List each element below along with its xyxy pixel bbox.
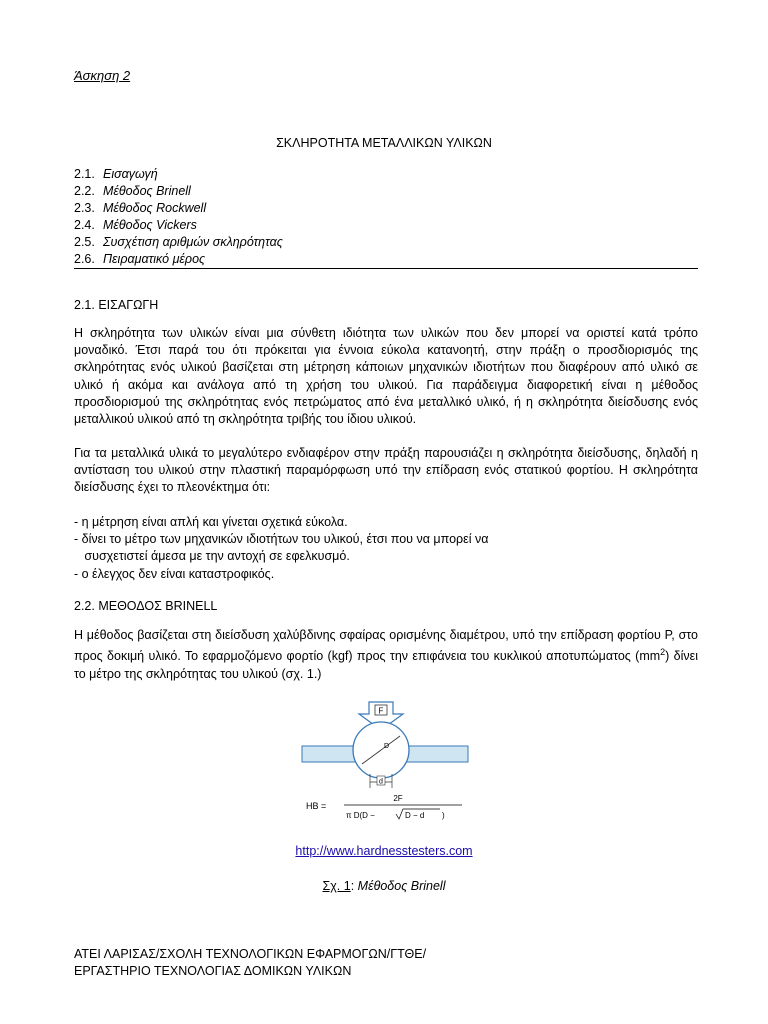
paragraph-text: Για τα μεταλλικά υλικά το μεγαλύτερο ενδιαφέρον στην πράξη παρουσιάζει η σκληρότητα διείσδυσης, δηλαδή η αντίσταση του υλικού στην πλαστική παραμόρφωση υπό την επίδραση ενός στατικού φορτίου. Η σκληρότητα διείσδυσης έχει το πλεονέκτημα ότι: [74,446,698,495]
page-title: ΣΚΛΗΡΟΤΗΤΑ ΜΕΤΑΛΛΙΚΩΝ ΥΛΙΚΩΝ [276,136,492,150]
toc-number: 2.5. [74,235,95,249]
unit-text: mm [639,649,661,664]
toc-item [74,251,698,268]
list-item: συσχετιστεί άμεσα με την αντοχή σε εφελκυσμό. [74,549,350,564]
footer-line: ΕΡΓΑΣΤΗΡΙΟ ΤΕΧΝΟΛΟΓΙΑΣ ΔΟΜΙΚΩΝ ΥΛΙΚΩΝ [74,964,352,978]
toc-item [74,183,698,200]
diameter-label: D [384,743,390,750]
formula-numerator: 2F [393,794,403,803]
toc-number: 2.6. [74,252,95,266]
paragraph-text-start: Η μέθοδος βασίζεται στη διείσδυση χαλύβδινης σφαίρας ορισμένης διαμέτρου, υπό την επίδραση φορτίου P, στο προς δοκιμή υλικό. Το εφαρμοζόμενο φορτίο (kgf) προς την επιφάνεια του κυκλικού αποτυπώματος ( [74,628,698,664]
section-heading-brinell: 2.2. ΜΕΘΟΔΟΣ BRINELL [74,599,218,613]
formula-radicand: D − d [405,811,425,820]
paragraph-text [74,627,698,683]
toc-label: Μέθοδος Rockwell [103,201,207,215]
formula-lhs: HB = [306,801,327,811]
list-item: - ο έλεγχος δεν είναι καταστροφικός. [74,566,275,581]
paragraph-text: Η σκληρότητα των υλικών είναι μια σύνθετη ιδιότητα των υλικών που δεν μπορεί να οριστεί κατά τρόπο μοναδικό. Έτσι παρά του ότι πρόκειται για έννοια εύκολα κατανοητή, στην πράξη ο προσδιορισμός της σκληρότητας ενός υλικού βασίζεται στη μέτρηση κάποιων μηχανικών ιδιοτήτων που διαφέρουν από υλικό σε υλικό ή ακόμα και ανάλογα από τη χρήση του υλικού. Για παράδειγμα διαφορετική είναι η μέθοδος προσδιορισμού της σκληρότητας ενός πετρώματος από ένα μεταλλικό υλικό, ή η σκληρότητα διείσδυσης ενός μεταλλικού υλικού από τη σκληρότητα τριβής του ίδιου υλικού. [74,326,698,427]
paragraph-text-end: ) δίνει το μέτρο της σκληρότητας του υλικού (σχ. 1.) [74,649,698,681]
caption-label: Σχ. 1 [322,879,351,893]
toc-item [74,200,698,217]
footer-line: ΑΤΕΙ ΛΑΡΙΣΑΣ/ΣΧΟΛΗ ΤΕΧΝΟΛΟΓΙΚΩΝ ΕΦΑΡΜΟΓΩΝ/ΓΤΘΕ/ [74,947,427,961]
toc-number: 2.3. [74,201,95,215]
unit-exponent: 2 [660,647,666,658]
toc-item [74,217,698,234]
divider [74,268,698,269]
advantages-list [74,514,698,583]
toc-label: Μέθοδος Brinell [103,184,191,198]
brinell-paragraph [74,627,698,683]
toc-label: Συσχέτιση αριθμών σκληρότητας [103,235,283,249]
load-label: F [378,706,384,716]
toc-label: Εισαγωγή [103,167,158,181]
page-footer [74,946,426,980]
toc-number: 2.1. [74,167,95,181]
hardness-testers-link[interactable]: http://www.hardnesstesters.com [295,844,473,858]
table-of-contents [74,166,698,268]
intro-paragraph-2 [74,445,698,497]
formula-denominator-start: π D(D − [346,811,375,820]
toc-label: Μέθοδος Vickers [103,218,197,232]
toc-item [74,234,698,251]
intro-paragraph-1 [74,325,698,428]
toc-number: 2.2. [74,184,95,198]
toc-number: 2.4. [74,218,95,232]
indent-label: d [379,778,383,786]
list-item: - η μέτρηση είναι απλή και γίνεται σχετικά εύκολα. [74,515,348,529]
exercise-label: Άσκηση 2 [74,68,131,83]
figure-caption [0,879,768,893]
toc-item [74,166,698,183]
brinell-diagram [300,698,470,830]
caption-separator: : [350,879,355,893]
toc-label: Πειραματικό μέρος [103,252,206,266]
list-item: - δίνει το μέτρο των μηχανικών ιδιοτήτων του υλικού, έτσι που να μπορεί να [74,532,489,547]
formula-denominator-end: ) [442,811,445,820]
caption-text: Μέθοδος Brinell [354,879,446,893]
section-heading-introduction: 2.1. ΕΙΣΑΓΩΓΗ [74,298,159,312]
